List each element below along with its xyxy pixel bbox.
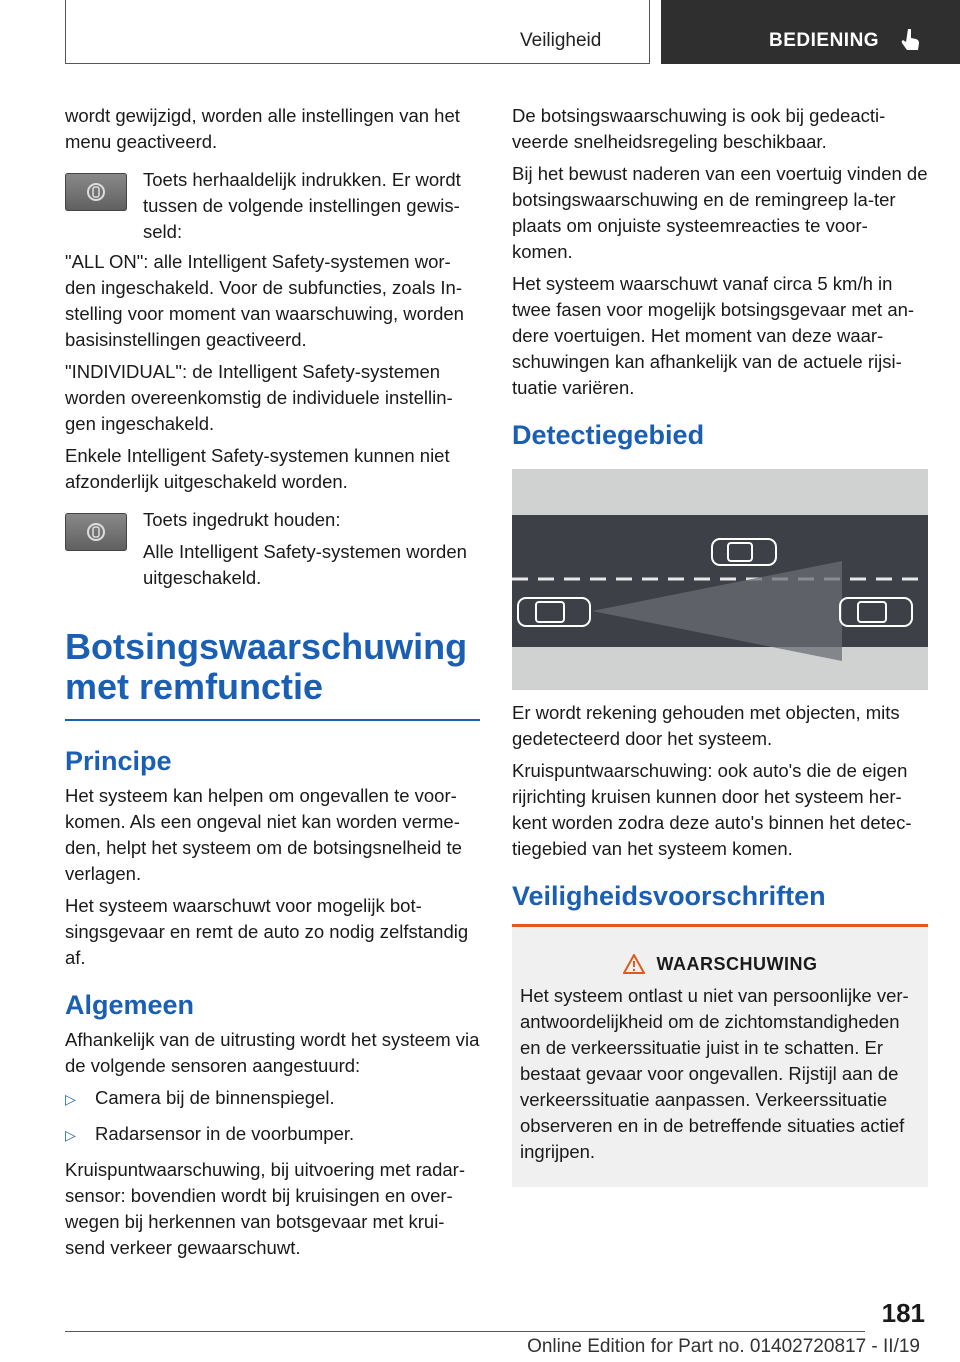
subsection-title: Detectiegebied xyxy=(512,420,705,450)
section-title: Botsingswaarschuwing met remfunctie xyxy=(65,626,468,707)
paragraph: Toets ingedrukt houden: xyxy=(143,509,341,530)
header-section: Veiligheid xyxy=(520,30,602,51)
safety-button-icon xyxy=(65,173,127,211)
page-number: 181 xyxy=(881,1298,925,1328)
left-column xyxy=(65,103,480,1267)
paragraph: Alle Intelligent Safety-systemen worden uitgeschakeld. xyxy=(143,541,467,588)
detection-area-figure xyxy=(512,469,928,690)
paragraph: Kruispuntwaarschuwing, bij uitvoering met radar-sensor: bovendien wordt bij kruisingen en over-wegen bij herkennen van botsgevaar met krui-send verkeer gewaarschuwt. xyxy=(65,1158,465,1258)
warning-box xyxy=(512,924,928,1187)
chapter-label: BEDIENING xyxy=(769,30,880,51)
list-item: ▷ Radarsensor in de voorbumper. xyxy=(65,1121,480,1147)
paragraph: De botsingswaarschuwing is ook bij gedeacti-veerde snelheidsregeling beschikbaar. xyxy=(512,105,886,152)
edition-footer: Online Edition for Part no. 01402720817 - II/19 xyxy=(527,1336,920,1357)
title-rule xyxy=(65,719,480,721)
subsection-title: Veiligheidsvoorschriften xyxy=(512,881,826,911)
footer-rule xyxy=(65,1331,865,1332)
safety-button-icon xyxy=(65,513,127,551)
bullet-triangle-icon: ▷ xyxy=(65,1090,76,1107)
paragraph: Bij het bewust naderen van een voertuig vinden de botsingswaarschuwing en de remingreep la-ter plaats om onjuiste systeemreacties te voor-komen. xyxy=(512,163,928,262)
list-item: ▷ Camera bij de binnenspiegel. xyxy=(65,1085,480,1111)
paragraph: Kruispuntwaarschuwing: ook auto's die de eigen rijrichting kruisen kunnen door het systeem her-kent worden zodra deze auto's binnen het detec-tiegebied van het systeem komen. xyxy=(512,760,912,859)
warning-title: WAARSCHUWING xyxy=(520,951,920,977)
paragraph: Het systeem waarschuwt voor mogelijk bot-singsgevaar en remt de auto zo nodig zelfstandig af. xyxy=(65,894,469,968)
header-chapter xyxy=(661,0,960,64)
right-column xyxy=(512,103,928,1187)
warning-text: Het systeem ontlast u niet van persoonlijke ver-antwoordelijkheid om de zichtomstandigheden en de verkeerssituatie juist in te schatten. Er bestaat gevaar voor ongevallen. Rijstijl aan de verkeerssituatie aanpassen. Verkeerssituatie observeren en in de betreffende situaties actief ingrijpen. xyxy=(520,985,909,1162)
bullet-triangle-icon: ▷ xyxy=(65,1126,76,1143)
bullet-list xyxy=(65,1085,480,1147)
warning-triangle-icon xyxy=(623,954,645,974)
button-instruction xyxy=(65,507,480,591)
paragraph: Enkele Intelligent Safety-systemen kunnen niet afzonderlijk uitgeschakeld worden. xyxy=(65,445,450,492)
paragraph: "ALL ON": alle Intelligent Safety-systemen wor-den ingeschakeld. Voor de subfuncties, zoals In-stelling voor moment van waarschuwing, worden basisinstellingen geactiveerd. xyxy=(65,251,464,350)
hand-pointer-icon xyxy=(897,26,923,52)
subsection-title: Algemeen xyxy=(65,989,195,1020)
paragraph: Er wordt rekening gehouden met objecten, mits gedetecteerd door het systeem. xyxy=(512,702,900,749)
button-instruction xyxy=(65,167,480,245)
subsection-title: Principe xyxy=(65,745,172,776)
paragraph: Afhankelijk van de uitrusting wordt het systeem via de volgende sensoren aangestuurd: xyxy=(65,1028,480,1076)
paragraph: Het systeem kan helpen om ongevallen te voor-komen. Als een ongeval niet kan worden verme-den, helpt het systeem om de botsingsnelheid te verlagen. xyxy=(65,784,462,884)
paragraph: Toets herhaaldelijk indrukken. Er wordt tussen de volgende instellingen gewis-seld: xyxy=(143,169,461,242)
paragraph: wordt gewijzigd, worden alle instellingen van het menu geactiveerd. xyxy=(65,105,460,152)
paragraph: "INDIVIDUAL": de Intelligent Safety-systemen worden overeenkomstig de individuele instellin-gen ingeschakeld. xyxy=(65,361,453,434)
paragraph: Het systeem waarschuwt vanaf circa 5 km/h in twee fasen voor mogelijk botsingsgevaar met an-dere voertuigen. Het moment van deze waar-schuwingen kan afhankelijk van de actuele rijsi-tuatie variëren. xyxy=(512,273,915,398)
